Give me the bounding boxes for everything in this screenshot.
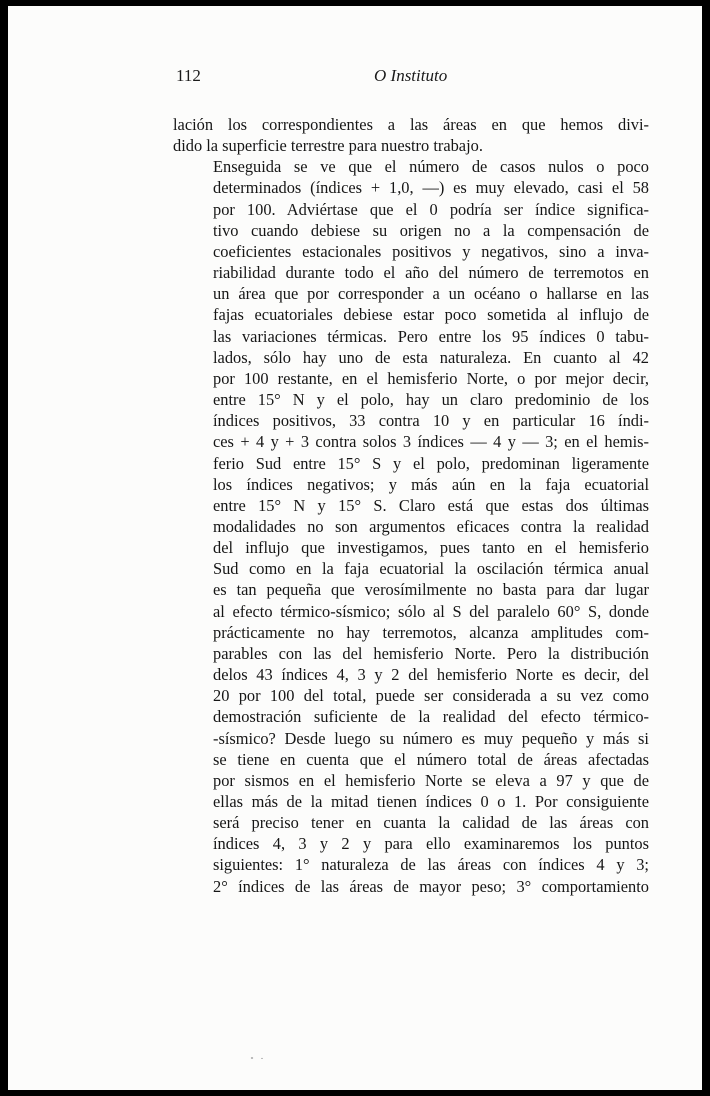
text-line: se tiene en cuenta que el número total de áreas afectadas: [213, 749, 649, 769]
text-line: ellas más de la mitad tienen índices 0 o 1. Por consiguiente: [213, 792, 649, 811]
text-line: será preciso tener en cuanta la calidad de las áreas con: [213, 813, 649, 833]
paragraph-main: [173, 156, 649, 896]
text-line: las variaciones térmicas. Pero entre los 95 índices 0 tabu-: [213, 326, 649, 346]
text-line: lación los correspondientes a las áreas en que hemos divi-: [173, 115, 649, 134]
page-header: [8, 66, 702, 94]
text-line: -sísmico? Desde luego su número es muy pequeño y más si: [213, 728, 649, 748]
text-line: delos 43 índices 4, 3 y 2 del hemisferio Norte es decir, del: [213, 665, 649, 685]
text-line: modalidades no son argumentos eficaces contra la realidad: [213, 516, 649, 536]
book-page: [8, 6, 702, 1090]
text-line: por sismos en el hemisferio Norte se eleva a 97 y que de: [213, 770, 649, 790]
text-line: coeficientes estacionales positivos y negativos, sino a inva-: [213, 241, 649, 261]
text-line: entre 15° N y el polo, hay un claro predominio de los: [213, 390, 649, 410]
paragraph-continuation: [173, 114, 649, 156]
text-line: al efecto térmico-sísmico; sólo al S del paralelo 60° S, donde: [213, 601, 649, 621]
text-line: Enseguida se ve que el número de casos nulos o poco: [213, 157, 649, 177]
text-line: prácticamente no hay terremotos, alcanza amplitudes com-: [213, 622, 649, 642]
text-line: determinados (índices + 1,0, —) es muy elevado, casi el 58: [213, 178, 649, 198]
running-title: O Instituto: [374, 66, 448, 85]
body-text: [173, 114, 649, 897]
text-line: por 100 restante, en el hemisferio Norte, o por mejor decir,: [213, 368, 649, 388]
text-line: Sud como en la faja ecuatorial la oscilación térmica anual: [213, 559, 649, 579]
text-line: entre 15° N y 15° S. Claro está que estas dos últimas: [213, 495, 649, 515]
paper-specks: [244, 1056, 284, 1060]
text-line: índices 4, 3 y 2 y para ello examinaremos los puntos: [213, 834, 649, 854]
text-line: un área que por corresponder a un océano o hallarse en las: [213, 284, 649, 304]
text-line: demostración suficiente de la realidad del efecto térmico-: [213, 707, 649, 727]
text-line: siguientes: 1° naturaleza de las áreas con índices 4 y 3;: [213, 855, 649, 875]
text-line: índices positivos, 33 contra 10 y en particular 16 índi-: [213, 411, 649, 431]
page-number: 112: [176, 66, 201, 85]
text-line: los índices negativos; y más aún en la faja ecuatorial: [213, 474, 649, 494]
text-line: por 100. Adviértase que el 0 podría ser índice significa-: [213, 199, 649, 219]
text-line: 20 por 100 del total, puede ser considerada a su vez como: [213, 686, 649, 706]
text-line: parables con las del hemisferio Norte. Pero la distribución: [213, 643, 649, 663]
text-line: del influjo que investigamos, pues tanto en el hemisferio: [213, 538, 649, 558]
text-line: es tan pequeña que verosímilmente no basta para dar lugar: [213, 580, 649, 600]
text-line: riabilidad durante todo el año del número de terremotos en: [213, 263, 649, 283]
text-line: tivo cuando debiese su origen no a la compensación de: [213, 220, 649, 240]
text-line: 2° índices de las áreas de mayor peso; 3° comportamiento: [213, 876, 649, 896]
text-line: ferio Sud entre 15° S y el polo, predominan ligeramente: [213, 453, 649, 473]
text-line: dido la superficie terrestre para nuestro trabajo.: [173, 136, 483, 156]
text-line: fajas ecuatoriales debiese estar poco sometida al influjo de: [213, 305, 649, 325]
text-line: ces + 4 y + 3 contra solos 3 índices — 4 y — 3; en el hemis-: [213, 432, 649, 452]
text-line: lados, sólo hay uno de esta naturaleza. En cuanto al 42: [213, 347, 649, 367]
